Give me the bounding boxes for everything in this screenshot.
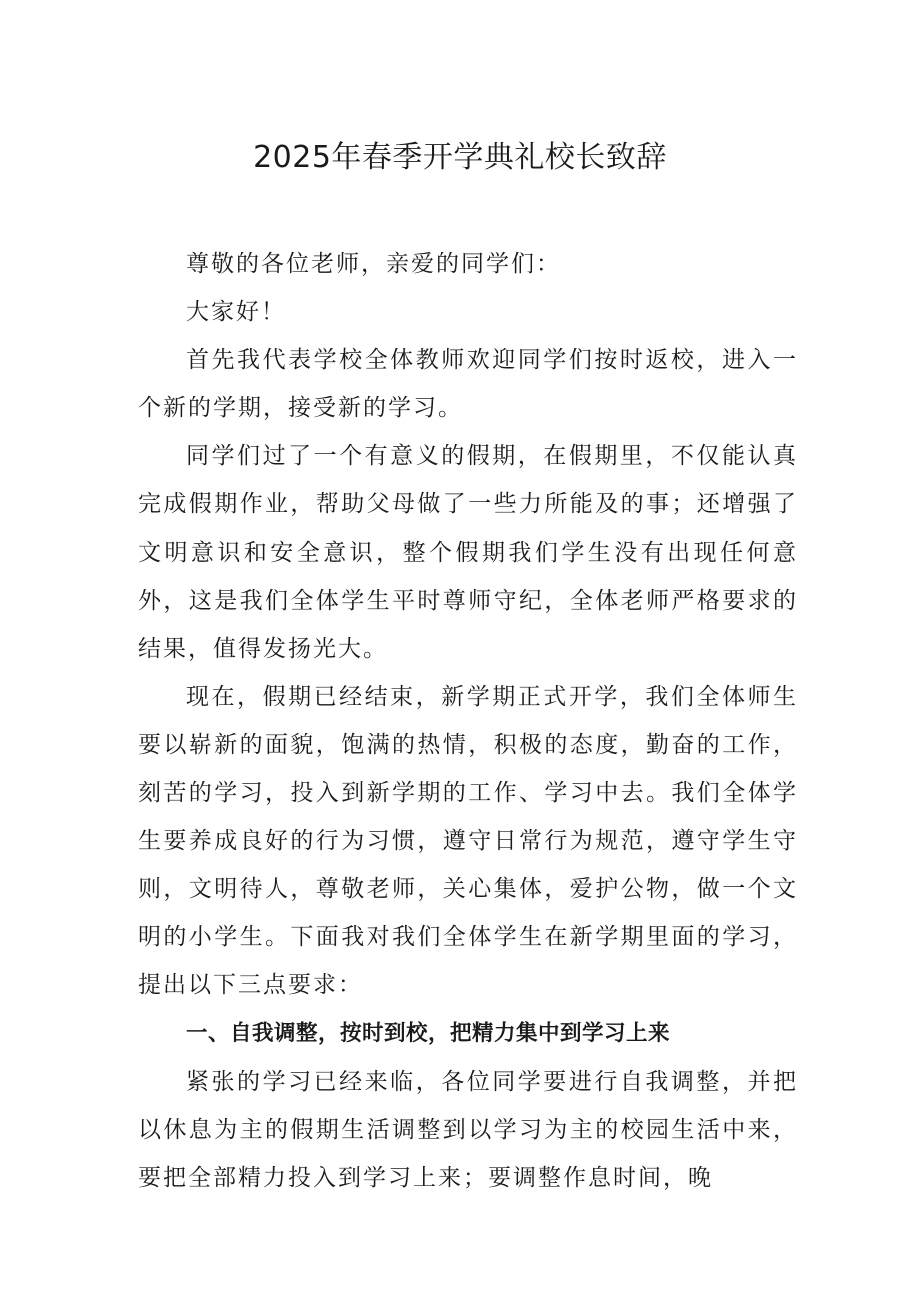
salutation: 尊敬的各位老师，亲爱的同学们：	[186, 251, 561, 277]
paragraph-adjustment: 紧张的学习已经来临，各位同学要进行自我调整，并把以休息为主的假期生活调整到以学习为主的校园生活中来，要把全部精力投入到学习上来；要调整作息时间，晚	[138, 1068, 798, 1191]
greeting: 大家好！	[186, 299, 286, 326]
paragraph-new-term: 现在，假期已经结束，新学期正式开学，我们全体师生要以崭新的面貌，饱满的热情，积极的态度，勤奋的工作，刻苦的学习，投入到新学期的工作、学习中去。我们全体学生要养成良好的行为习惯，遵守日常行为规范，遵守学生守则，文明待人，尊敬老师，关心集体，爱护公物，做一个文明的小学生。下面我对我们全体学生在新学期里面的学习，提出以下三点要求：	[138, 683, 798, 999]
paragraph-welcome: 首先我代表学校全体教师欢迎同学们按时返校，进入一个新的学期，接受新的学习。	[138, 347, 798, 422]
document-title: 2025年春季开学典礼校长致辞	[253, 140, 667, 175]
section-heading-1: 一、自我调整，按时到校，把精力集中到学习上来	[186, 1020, 671, 1046]
paragraph-holiday: 同学们过了一个有意义的假期，在假期里，不仅能认真完成假期作业，帮助父母做了一些力所能及的事；还增强了文明意识和安全意识，整个假期我们学生没有出现任何意外，这是我们全体学生平时尊师守纪，全体老师严格要求的结果，值得发扬光大。	[138, 443, 798, 662]
document-body	[138, 240, 798, 1202]
